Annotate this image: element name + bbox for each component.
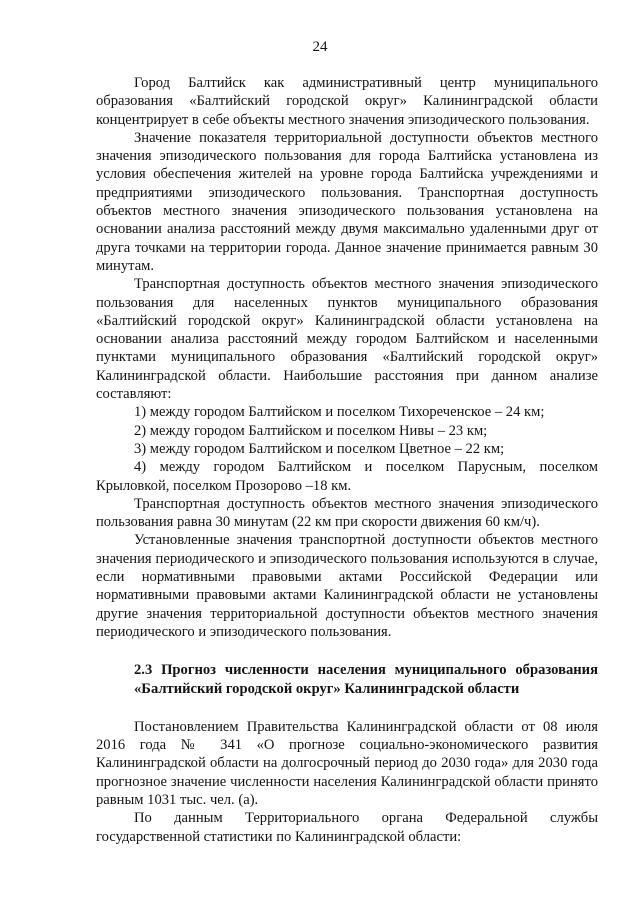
spacer: [96, 698, 598, 718]
list-item: 3) между городом Балтийском и поселком Цветное – 22 км;: [134, 440, 505, 457]
paragraph: Город Балтийск как административный центр муниципального образования «Балтийский городской округ» Калининградской области концентрирует в себе объекты местного значения эпизодического пользования.: [96, 75, 598, 128]
list-item: 2) между городом Балтийском и поселком Нивы – 23 км;: [134, 422, 488, 439]
paragraph: Транспортная доступность объектов местного значения эпизодического пользования равна 30 минутам (22 км при скорости движения 60 км/ч).: [96, 495, 598, 531]
list-item: 1) между городом Балтийском и поселком Тихореченское – 24 км;: [134, 404, 545, 421]
paragraph: Постановлением Правительства Калининградской области от 08 июля 2016 года № 341 «О прогнозе социально-экономического развития Калининградской области на долгосрочный период до 2030 года» для 2030 года прогнозное значение численности населения Калининградской области принято равным 1031 тыс. чел. (а).: [96, 718, 598, 808]
section-heading: 2.3 Прогноз численности населения муниципального образования «Балтийский городской округ» Калининградской области: [134, 662, 598, 697]
page-number: 24: [312, 39, 328, 55]
paragraph: Установленные значения транспортной доступности объектов местного значения периодического и эпизодического пользования используются в случае, если нормативными правовыми актами Российской Федерации или нормативными правовыми актами Калининградской области не установлены другие значения территориальной доступности объектов местного значения периодического и эпизодического пользования.: [96, 532, 598, 640]
document-body: [96, 74, 598, 846]
paragraph: Транспортная доступность объектов местного значения эпизодического пользования для населенных пунктов муниципального образования «Балтийский городской округ» Калининградской области установлена на основании анализа расстояний между городом Балтийском и населенными пунктами муниципального образования «Балтийский городской округ» Калининградской области. Наибольшие расстояния при данном анализе составляют:: [96, 276, 598, 403]
list-item: 4) между городом Балтийском и поселком Парусным, поселком Крыловкой, поселком Прозорово –18 км.: [96, 459, 598, 494]
paragraph: По данным Территориального органа Федеральной службы государственной статистики по Калининградской области:: [96, 810, 598, 845]
paragraph: Значение показателя территориальной доступности объектов местного значения эпизодического пользования для города Балтийска установлена из условия обеспечения жителей на уровне города Балтийска учреждениями и предприятиями эпизодического пользования. Транспортная доступность объектов местного значения эпизодического пользования установлена на основании анализа расстояний между двумя максимально удаленными друг от друга точками на территории города. Данное значение принимается равным 30 минутам.: [96, 129, 598, 274]
